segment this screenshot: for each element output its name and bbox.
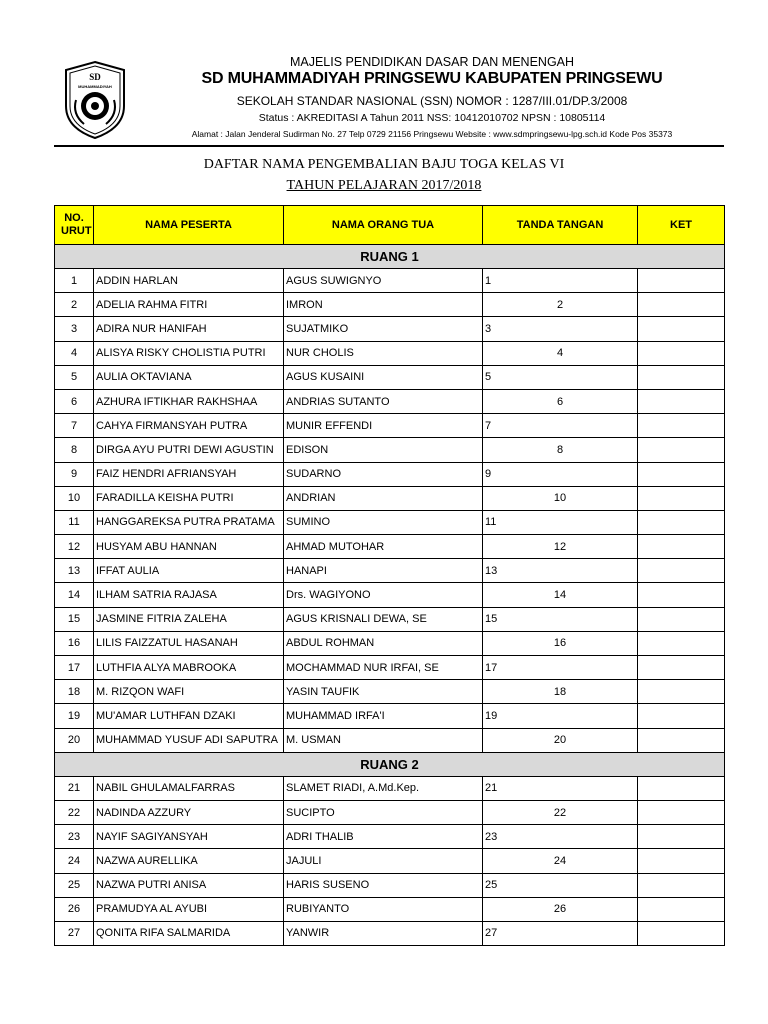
cell-ket — [638, 800, 725, 824]
cell-nama-peserta: HANGGAREKSA PUTRA PRATAMA — [94, 510, 284, 534]
cell-nama-peserta: MU'AMAR LUTHFAN DZAKI — [94, 704, 284, 728]
cell-nama-orang-tua: HARIS SUSENO — [284, 873, 483, 897]
cell-no: 14 — [55, 583, 94, 607]
cell-nama-peserta: NABIL GHULAMALFARRAS — [94, 776, 284, 800]
cell-no: 16 — [55, 631, 94, 655]
document-subtitle — [0, 178, 768, 194]
cell-tanda-tangan: 16 — [483, 631, 638, 655]
cell-tanda-tangan: 11 — [483, 510, 638, 534]
school-logo — [62, 60, 128, 140]
cell-nama-peserta: HUSYAM ABU HANNAN — [94, 535, 284, 559]
table-row — [55, 728, 725, 752]
table-row — [55, 607, 725, 631]
col-header-no — [55, 206, 94, 245]
cell-ket — [638, 583, 725, 607]
cell-nama-orang-tua: NUR CHOLIS — [284, 341, 483, 365]
table-row — [55, 317, 725, 341]
header-ssn: SEKOLAH STANDAR NASIONAL (SSN) NOMOR : 1287/III.01/DP.3/2008 — [236, 94, 628, 108]
cell-tanda-tangan: 2 — [483, 293, 638, 317]
cell-tanda-tangan: 22 — [483, 800, 638, 824]
cell-tanda-tangan: 4 — [483, 341, 638, 365]
cell-ket — [638, 897, 725, 921]
table-row — [55, 365, 725, 389]
cell-ket — [638, 728, 725, 752]
table-row — [55, 656, 725, 680]
cell-nama-orang-tua: AGUS KRISNALI DEWA, SE — [284, 607, 483, 631]
cell-tanda-tangan: 19 — [483, 704, 638, 728]
cell-nama-peserta: ADIRA NUR HANIFAH — [94, 317, 284, 341]
cell-no: 5 — [55, 365, 94, 389]
table-row — [55, 921, 725, 945]
cell-nama-peserta: ADELIA RAHMA FITRI — [94, 293, 284, 317]
cell-nama-peserta: NAZWA AURELLIKA — [94, 849, 284, 873]
letterhead — [0, 0, 768, 145]
cell-nama-orang-tua: IMRON — [284, 293, 483, 317]
section-label: RUANG 1 — [55, 245, 725, 269]
cell-nama-orang-tua: EDISON — [284, 438, 483, 462]
cell-tanda-tangan: 20 — [483, 728, 638, 752]
cell-no: 25 — [55, 873, 94, 897]
cell-no: 12 — [55, 535, 94, 559]
cell-ket — [638, 825, 725, 849]
cell-nama-orang-tua: SUMINO — [284, 510, 483, 534]
cell-ket — [638, 438, 725, 462]
table-row — [55, 776, 725, 800]
cell-ket — [638, 317, 725, 341]
table-row — [55, 389, 725, 413]
cell-nama-orang-tua: SUJATMIKO — [284, 317, 483, 341]
cell-tanda-tangan: 18 — [483, 680, 638, 704]
table-body — [55, 245, 725, 946]
cell-ket — [638, 656, 725, 680]
cell-nama-peserta: ADDIN HARLAN — [94, 269, 284, 293]
cell-ket — [638, 873, 725, 897]
cell-tanda-tangan: 9 — [483, 462, 638, 486]
cell-nama-orang-tua: YASIN TAUFIK — [284, 680, 483, 704]
cell-tanda-tangan: 23 — [483, 825, 638, 849]
cell-tanda-tangan: 8 — [483, 438, 638, 462]
cell-no: 22 — [55, 800, 94, 824]
section-row — [55, 245, 725, 269]
cell-nama-peserta: MUHAMMAD YUSUF ADI SAPUTRA — [94, 728, 284, 752]
cell-nama-orang-tua: AHMAD MUTOHAR — [284, 535, 483, 559]
document-title: DAFTAR NAMA PENGEMBALIAN BAJU TOGA KELAS VI — [203, 157, 565, 172]
cell-ket — [638, 341, 725, 365]
section-label: RUANG 2 — [55, 752, 725, 776]
col-header-nama-peserta: NAMA PESERTA — [94, 206, 284, 245]
cell-nama-orang-tua: ABDUL ROHMAN — [284, 631, 483, 655]
cell-no: 24 — [55, 849, 94, 873]
cell-ket — [638, 462, 725, 486]
cell-ket — [638, 414, 725, 438]
cell-ket — [638, 680, 725, 704]
cell-ket — [638, 559, 725, 583]
cell-nama-peserta: CAHYA FIRMANSYAH PUTRA — [94, 414, 284, 438]
cell-nama-orang-tua: Drs. WAGIYONO — [284, 583, 483, 607]
cell-tanda-tangan: 7 — [483, 414, 638, 438]
header-school-name: SD MUHAMMADIYAH PRINGSEWU KABUPATEN PRINGSEWU — [201, 70, 663, 87]
table-row — [55, 559, 725, 583]
cell-nama-orang-tua: ADRI THALIB — [284, 825, 483, 849]
letterhead-divider — [54, 145, 724, 147]
col-header-ket: KET — [638, 206, 725, 245]
table-row — [55, 704, 725, 728]
cell-nama-orang-tua: AGUS KUSAINI — [284, 365, 483, 389]
table-row — [55, 631, 725, 655]
cell-ket — [638, 293, 725, 317]
cell-ket — [638, 607, 725, 631]
cell-tanda-tangan: 5 — [483, 365, 638, 389]
table-row — [55, 462, 725, 486]
table-row — [55, 414, 725, 438]
cell-no: 7 — [55, 414, 94, 438]
cell-tanda-tangan: 3 — [483, 317, 638, 341]
cell-nama-orang-tua: MUNIR EFFENDI — [284, 414, 483, 438]
cell-ket — [638, 365, 725, 389]
cell-nama-orang-tua: JAJULI — [284, 849, 483, 873]
cell-ket — [638, 921, 725, 945]
cell-no: 19 — [55, 704, 94, 728]
cell-ket — [638, 535, 725, 559]
col-header-no-text: NO. URUT — [61, 212, 92, 237]
cell-tanda-tangan: 14 — [483, 583, 638, 607]
cell-nama-peserta: JASMINE FITRIA ZALEHA — [94, 607, 284, 631]
cell-nama-peserta: M. RIZQON WAFI — [94, 680, 284, 704]
cell-no: 15 — [55, 607, 94, 631]
cell-nama-peserta: AULIA OKTAVIANA — [94, 365, 284, 389]
cell-tanda-tangan: 17 — [483, 656, 638, 680]
cell-nama-peserta: LUTHFIA ALYA MABROOKA — [94, 656, 284, 680]
cell-ket — [638, 704, 725, 728]
cell-nama-orang-tua: SUDARNO — [284, 462, 483, 486]
cell-nama-orang-tua: M. USMAN — [284, 728, 483, 752]
table-row — [55, 849, 725, 873]
table-row — [55, 680, 725, 704]
header-status: Status : AKREDITASI A Tahun 2011 NSS: 10412010702 NPSN : 10805114 — [258, 112, 606, 124]
col-header-tanda-tangan: TANDA TANGAN — [483, 206, 638, 245]
cell-tanda-tangan: 10 — [483, 486, 638, 510]
cell-ket — [638, 389, 725, 413]
cell-nama-peserta: FARADILLA KEISHA PUTRI — [94, 486, 284, 510]
cell-nama-orang-tua: AGUS SUWIGNYO — [284, 269, 483, 293]
cell-no: 23 — [55, 825, 94, 849]
cell-nama-peserta: PRAMUDYA AL AYUBI — [94, 897, 284, 921]
cell-no: 26 — [55, 897, 94, 921]
cell-nama-orang-tua: YANWIR — [284, 921, 483, 945]
cell-no: 27 — [55, 921, 94, 945]
cell-nama-orang-tua: RUBIYANTO — [284, 897, 483, 921]
cell-ket — [638, 776, 725, 800]
cell-nama-orang-tua: HANAPI — [284, 559, 483, 583]
table-row — [55, 438, 725, 462]
cell-nama-orang-tua: SLAMET RIADI, A.Md.Kep. — [284, 776, 483, 800]
header-line-majelis: MAJELIS PENDIDIKAN DASAR DAN MENENGAH — [289, 55, 575, 69]
cell-nama-orang-tua: ANDRIAN — [284, 486, 483, 510]
cell-no: 6 — [55, 389, 94, 413]
cell-nama-peserta: FAIZ HENDRI AFRIANSYAH — [94, 462, 284, 486]
cell-tanda-tangan: 25 — [483, 873, 638, 897]
cell-tanda-tangan: 13 — [483, 559, 638, 583]
cell-tanda-tangan: 12 — [483, 535, 638, 559]
cell-ket — [638, 849, 725, 873]
cell-no: 1 — [55, 269, 94, 293]
cell-ket — [638, 631, 725, 655]
cell-no: 21 — [55, 776, 94, 800]
cell-no: 9 — [55, 462, 94, 486]
cell-nama-peserta: LILIS FAIZZATUL HASANAH — [94, 631, 284, 655]
cell-nama-peserta: QONITA RIFA SALMARIDA — [94, 921, 284, 945]
logo-text-top: SD — [89, 72, 101, 82]
cell-nama-orang-tua: MUHAMMAD IRFA'I — [284, 704, 483, 728]
section-row — [55, 752, 725, 776]
header-address: Alamat : Jalan Jenderal Sudirman No. 27 Telp 0729 21156 Pringsewu Website : www.sdmpringsewu-lpg.sch.id Kode Pos 35373 — [191, 129, 673, 139]
document-subtitle-text: TAHUN PELAJARAN 2017/2018 — [286, 178, 482, 193]
cell-no: 2 — [55, 293, 94, 317]
cell-tanda-tangan: 24 — [483, 849, 638, 873]
cell-nama-peserta: NAZWA PUTRI ANISA — [94, 873, 284, 897]
table-row — [55, 535, 725, 559]
cell-no: 13 — [55, 559, 94, 583]
cell-tanda-tangan: 27 — [483, 921, 638, 945]
table-row — [55, 800, 725, 824]
table-row — [55, 293, 725, 317]
cell-no: 8 — [55, 438, 94, 462]
cell-no: 17 — [55, 656, 94, 680]
cell-nama-peserta: ALISYA RISKY CHOLISTIA PUTRI — [94, 341, 284, 365]
return-list-table — [54, 205, 725, 946]
logo-text-mid: MUHAMMADIYAH — [78, 84, 112, 89]
table-row — [55, 897, 725, 921]
cell-tanda-tangan: 6 — [483, 389, 638, 413]
cell-tanda-tangan: 26 — [483, 897, 638, 921]
cell-no: 4 — [55, 341, 94, 365]
cell-tanda-tangan: 1 — [483, 269, 638, 293]
table-row — [55, 269, 725, 293]
table-row — [55, 583, 725, 607]
cell-nama-orang-tua: SUCIPTO — [284, 800, 483, 824]
table-header-row — [55, 206, 725, 245]
cell-no: 10 — [55, 486, 94, 510]
cell-nama-peserta: ILHAM SATRIA RAJASA — [94, 583, 284, 607]
cell-nama-peserta: NADINDA AZZURY — [94, 800, 284, 824]
cell-nama-orang-tua: ANDRIAS SUTANTO — [284, 389, 483, 413]
cell-nama-peserta: NAYIF SAGIYANSYAH — [94, 825, 284, 849]
table-row — [55, 341, 725, 365]
table-row — [55, 486, 725, 510]
cell-ket — [638, 510, 725, 534]
cell-no: 18 — [55, 680, 94, 704]
cell-tanda-tangan: 15 — [483, 607, 638, 631]
col-header-nama-orang-tua: NAMA ORANG TUA — [284, 206, 483, 245]
table-row — [55, 510, 725, 534]
cell-ket — [638, 486, 725, 510]
cell-nama-peserta: AZHURA IFTIKHAR RAKHSHAA — [94, 389, 284, 413]
cell-no: 3 — [55, 317, 94, 341]
cell-tanda-tangan: 21 — [483, 776, 638, 800]
cell-no: 11 — [55, 510, 94, 534]
cell-no: 20 — [55, 728, 94, 752]
table-row — [55, 873, 725, 897]
cell-ket — [638, 269, 725, 293]
cell-nama-peserta: IFFAT AULIA — [94, 559, 284, 583]
cell-nama-orang-tua: MOCHAMMAD NUR IRFAI, SE — [284, 656, 483, 680]
table-row — [55, 825, 725, 849]
cell-nama-peserta: DIRGA AYU PUTRI DEWI AGUSTIN — [94, 438, 284, 462]
